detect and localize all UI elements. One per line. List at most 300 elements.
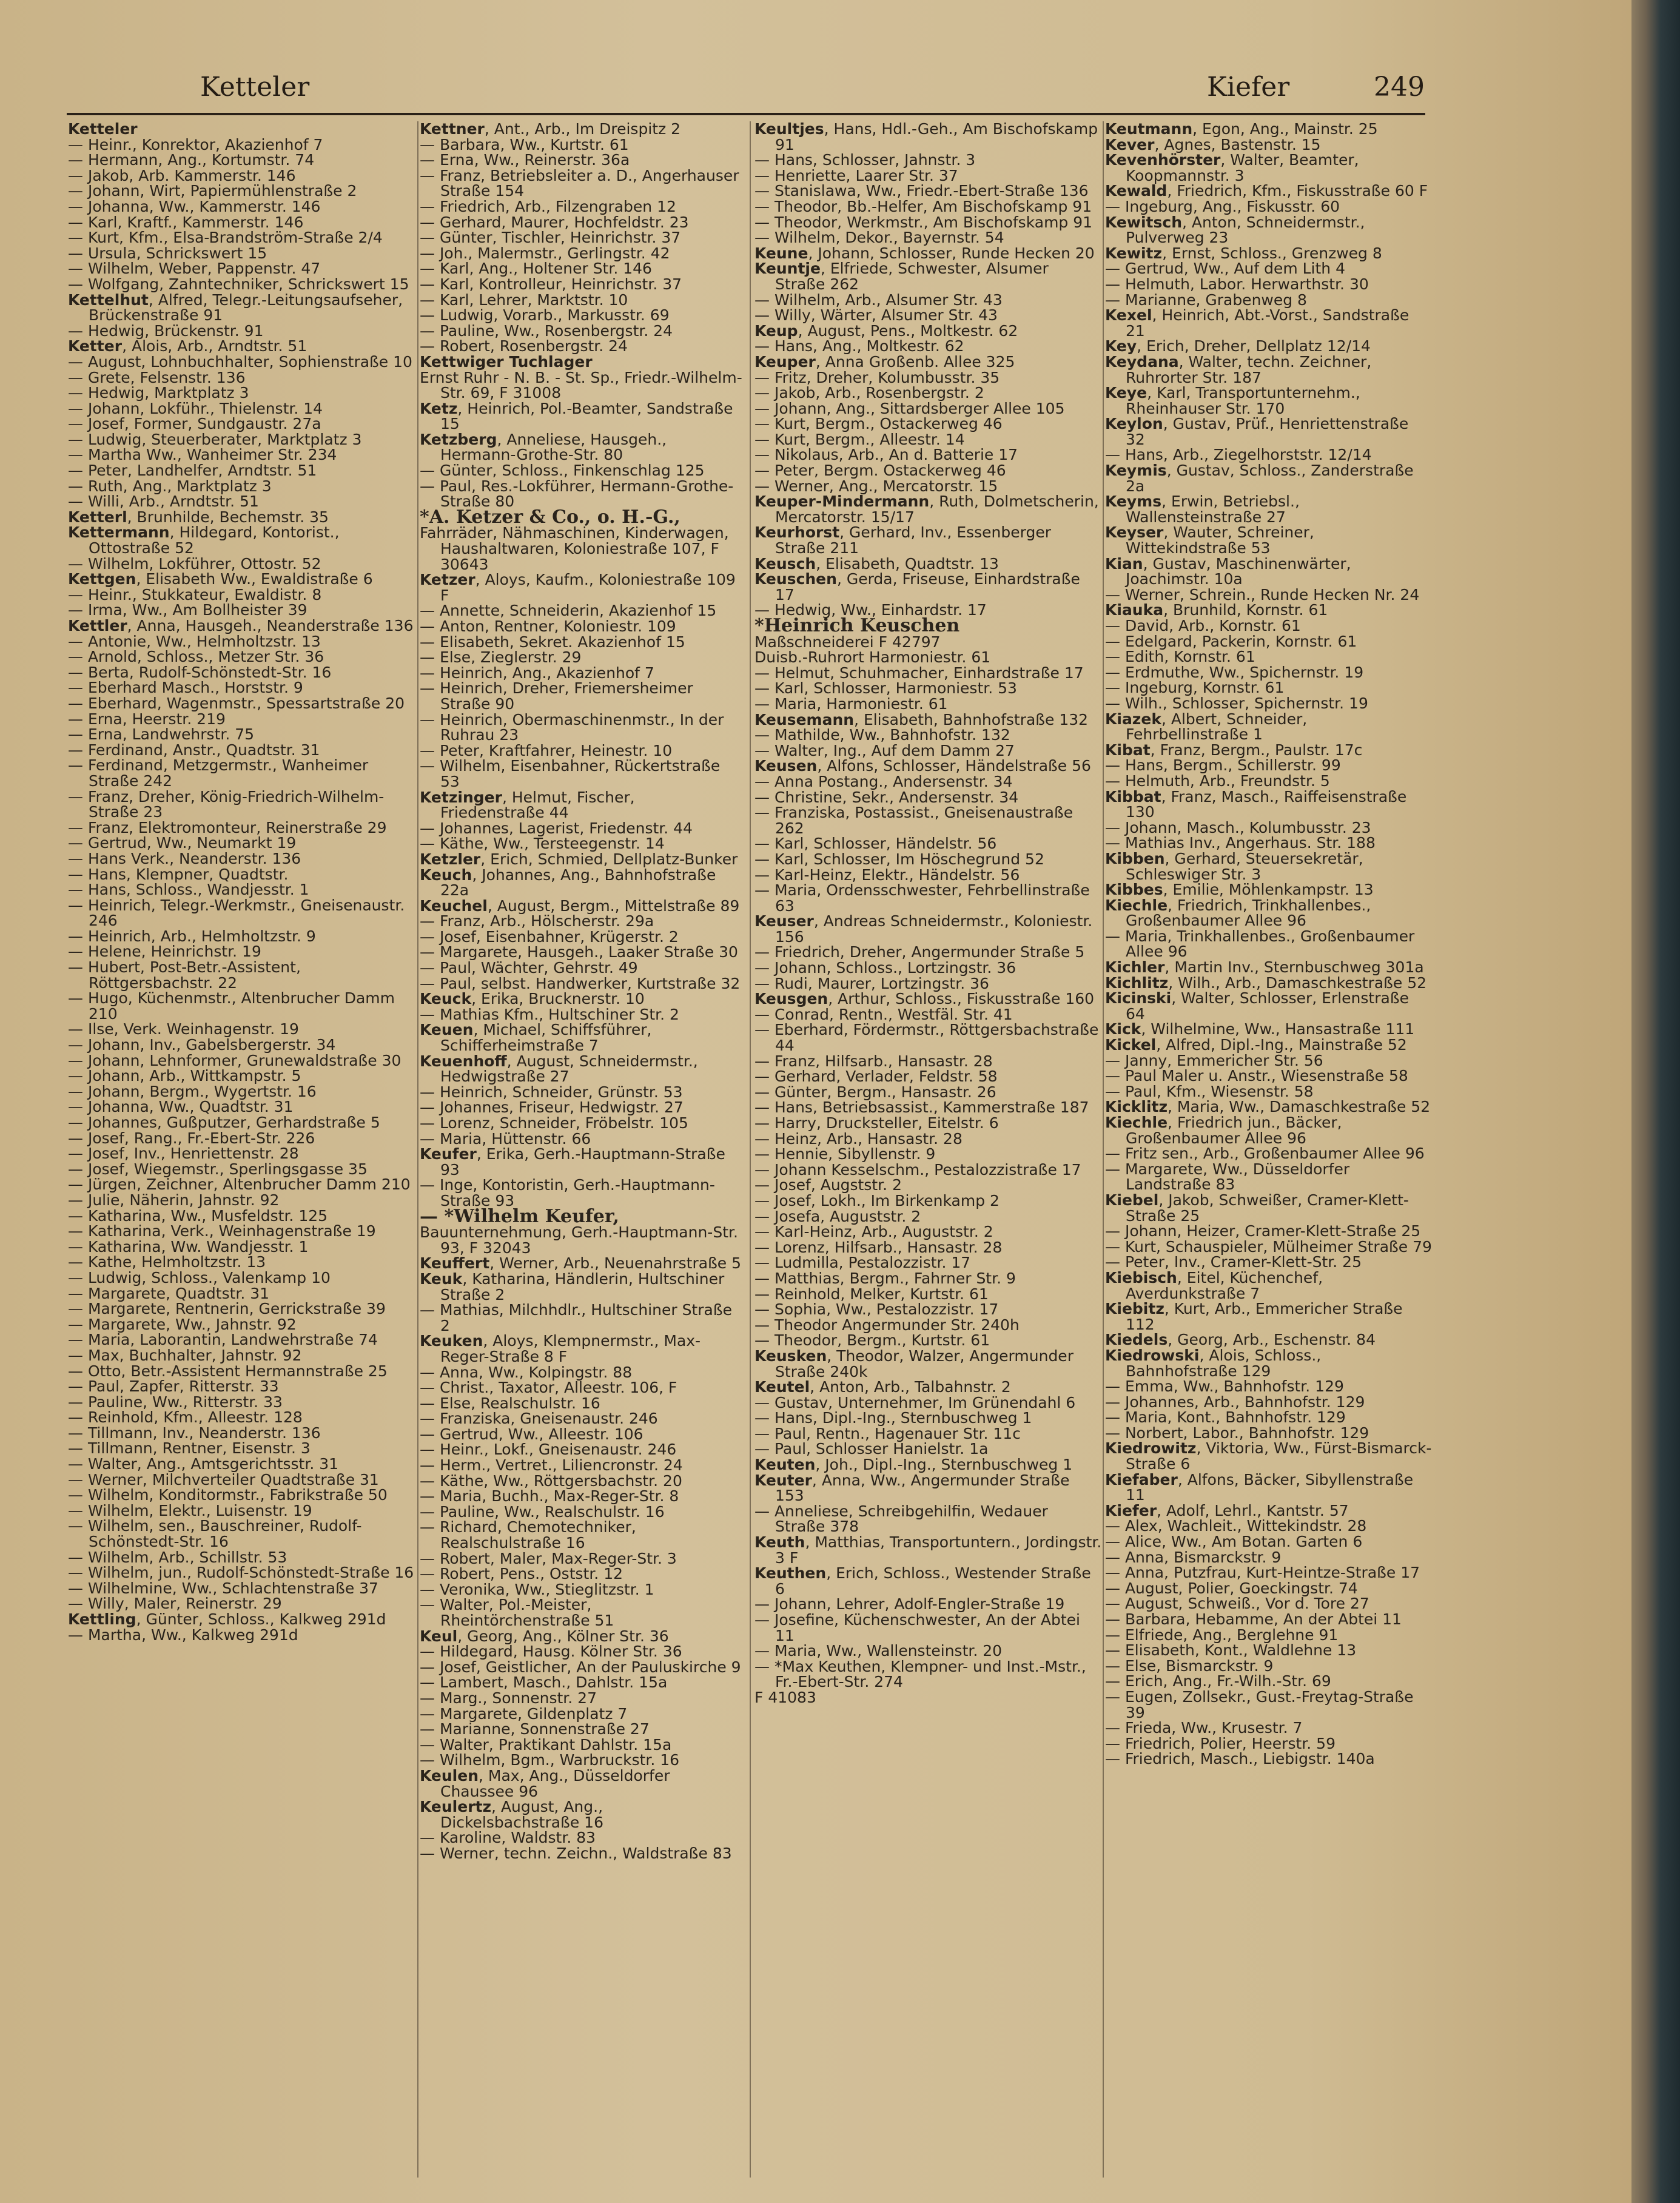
entry-details: , Elisabeth, Bahnhofstraße 132 <box>854 710 1089 728</box>
entry-details: — Franz, Elektromonteur, Reinerstraße 29 <box>68 818 387 836</box>
directory-entry <box>68 571 415 587</box>
directory-entry <box>420 712 742 743</box>
directory-entry <box>420 1752 742 1768</box>
directory-entry <box>68 587 415 603</box>
entry-details: — Richard, Chemotechniker, Realschulstraße 16 <box>420 1518 636 1552</box>
column-3 <box>754 121 1103 2184</box>
directory-entry <box>68 1332 415 1348</box>
book-spine-edge <box>1631 0 1680 2203</box>
directory-entry <box>420 1629 742 1644</box>
entry-details: — Fritz sen., Arb., Großenbaumer Allee 96 <box>1105 1145 1425 1163</box>
directory-entry <box>754 1395 1103 1411</box>
directory-entry <box>68 447 415 463</box>
entry-surname: Kibat <box>1105 741 1151 759</box>
entry-details: — Kathe, Helmholtzstr. 13 <box>68 1253 266 1271</box>
entry-details: — Elisabeth, Sekret. Akazienhof 15 <box>420 633 685 651</box>
entry-details: — Franz, Betriebsleiter a. D., Angerhauser Straße 154 <box>420 166 739 200</box>
directory-entry <box>68 246 415 261</box>
directory-entry <box>1105 1239 1433 1255</box>
directory-entry <box>754 1100 1103 1115</box>
entry-surname: Keylon <box>1105 415 1163 433</box>
entry-details: — Christ., Taxator, Alleestr. 106, F <box>420 1379 677 1397</box>
directory-entry <box>754 354 1103 370</box>
directory-entry <box>420 1177 742 1208</box>
entry-details: — Wilhelm, Konditormstr., Fabrikstraße 50 <box>68 1486 388 1504</box>
directory-entry <box>68 851 415 867</box>
entry-details: — Anna Postang., Andersenstr. 34 <box>754 772 1013 790</box>
entry-details: — Hans, Dipl.-Ing., Sternbuschweg 1 <box>754 1409 1032 1427</box>
directory-entry <box>420 960 742 976</box>
entry-surname: Kicinski <box>1105 989 1172 1007</box>
directory-entry <box>420 1473 742 1489</box>
directory-entry <box>754 1255 1103 1271</box>
directory-entry <box>754 1504 1103 1535</box>
directory-entry <box>754 1131 1103 1147</box>
directory-entry <box>68 1410 415 1425</box>
entry-details: , Ant., Arb., Im Dreispitz 2 <box>484 121 681 138</box>
directory-entry <box>420 401 742 432</box>
entry-details: — Paul Maler u. Anstr., Wiesenstraße 58 <box>1105 1067 1408 1085</box>
directory-entry <box>1105 742 1433 758</box>
entry-details: — Heinrich, Obermaschinenmstr., In der Ruhrau 23 <box>420 710 724 744</box>
entry-details: — Franz, Hilfsarb., Hansastr. 28 <box>754 1052 993 1070</box>
entry-details: — Karl, Schlosser, Harmoniestr. 53 <box>754 679 1017 698</box>
directory-entry <box>1105 525 1433 556</box>
entry-details: — Franziska, Postassist., Gneisenaustraße 262 <box>754 804 1074 837</box>
entry-details: — Eberhard, Fördermstr., Röttgersbachstraße 44 <box>754 1021 1099 1055</box>
directory-entry <box>420 976 742 992</box>
entry-details: — Hugo, Küchenmstr., Altenbrucher Damm 210 <box>68 989 395 1023</box>
entry-surname: Keye <box>1105 384 1147 402</box>
entry-details: , Franz, Masch., Raiffeisenstraße 130 <box>1126 787 1407 821</box>
directory-entry <box>1105 1673 1433 1689</box>
entry-details: — Margarete, Rentnerin, Gerrickstraße 39 <box>68 1300 386 1318</box>
entry-details: , Anna Großenb. Allee 325 <box>815 352 1015 371</box>
directory-entry <box>754 1193 1103 1209</box>
entry-surname: Ketz <box>420 399 458 417</box>
entry-details: , Jakob, Schweißer, Cramer-Klett-Straße 25 <box>1126 1191 1409 1225</box>
directory-entry <box>754 1690 1103 1706</box>
directory-entry <box>754 1612 1103 1643</box>
entry-details: — Ferdinand, Anstr., Quadtstr. 31 <box>68 741 320 759</box>
entry-details: — Hermann, Ang., Kortumstr. 74 <box>68 151 315 169</box>
directory-entry <box>68 1596 415 1612</box>
directory-entry <box>68 649 415 665</box>
entry-details: Bauunternehmung, Gerh.-Hauptmann-Str. 93, F 32043 <box>420 1223 738 1257</box>
directory-entry <box>754 1596 1103 1612</box>
entry-details: , Wilh., Arb., Damaschkestraße 52 <box>1168 974 1427 992</box>
entry-details: — Hennie, Sibyllenstr. 9 <box>754 1145 936 1163</box>
directory-entry <box>1105 1270 1433 1301</box>
entry-details: , Gustav, Prüf., Henriettenstraße 32 <box>1126 415 1409 448</box>
entry-details: — Stanislawa, Ww., Friedr.-Ebert-Straße 136 <box>754 182 1089 200</box>
directory-entry <box>754 261 1103 292</box>
entry-details: — Martha Ww., Wanheimer Str. 234 <box>68 446 337 464</box>
directory-entry <box>754 960 1103 976</box>
entry-details: — Margarete, Ww., Düsseldorfer Landstraße 83 <box>1105 1160 1350 1194</box>
entry-surname: Kever <box>1105 135 1155 153</box>
entry-details: — Robert, Rosenbergstr. 24 <box>420 337 628 355</box>
entry-details: , Agnes, Bastenstr. 15 <box>1154 135 1321 153</box>
directory-entry <box>68 618 415 634</box>
directory-entry <box>68 758 415 789</box>
entry-details: — Ursula, Schrickswert 15 <box>68 244 267 262</box>
entry-details: — Kurt, Schauspieler, Mülheimer Straße 79 <box>1105 1237 1432 1256</box>
entry-details: — Erna, Landwehrstr. 75 <box>68 725 255 744</box>
directory-entry <box>68 277 415 292</box>
directory-entry <box>68 1208 415 1224</box>
directory-entry <box>420 370 742 401</box>
entry-details: — Maria, Ordensschwester, Fehrbellinstraße 63 <box>754 881 1090 915</box>
directory-entry <box>68 401 415 417</box>
entry-details: , Elfriede, Schwester, Alsumer Straße 262 <box>775 260 1049 293</box>
entry-details: — Nikolaus, Arb., An d. Batterie 17 <box>754 446 1018 464</box>
directory-entry <box>420 619 742 634</box>
directory-entry <box>420 1380 742 1396</box>
directory-entry <box>420 1582 742 1598</box>
entry-details: — Tillmann, Inv., Neanderstr. 136 <box>68 1424 321 1442</box>
directory-entry <box>1105 199 1433 215</box>
directory-entry <box>1105 1518 1433 1534</box>
entry-details: — Johann, Bergm., Wygertstr. 16 <box>68 1082 317 1100</box>
entry-details: , Martin Inv., Sternbuschweg 301a <box>1164 958 1424 977</box>
entry-details: — Jakob, Arb. Kammerstr. 146 <box>68 166 296 184</box>
entry-details: Duisb.-Ruhrort Harmoniestr. 61 <box>754 648 991 667</box>
directory-entry <box>68 1162 415 1177</box>
entry-details: , Hans, Hdl.-Geh., Am Bischofskamp 91 <box>775 121 1098 153</box>
directory-entry <box>68 1364 415 1379</box>
directory-entry <box>754 743 1103 759</box>
entry-details: — Martha, Ww., Kalkweg 291d <box>68 1626 298 1644</box>
directory-entry <box>1105 215 1433 246</box>
directory-entry <box>1105 773 1433 789</box>
directory-entry <box>754 944 1103 960</box>
directory-entry <box>68 1317 415 1333</box>
directory-entry <box>68 665 415 681</box>
directory-entry <box>68 463 415 479</box>
directory-entry <box>754 246 1103 261</box>
directory-entry <box>754 152 1103 168</box>
entry-details: — Johann, Inv., Gabelsbergerstr. 34 <box>68 1036 336 1054</box>
entry-details: — Helmuth, Arb., Freundstr. 5 <box>1105 772 1330 790</box>
entry-details: , Erich, Schloss., Westender Straße 6 <box>775 1564 1091 1598</box>
entry-details: — Marianne, Sonnenstraße 27 <box>420 1720 650 1738</box>
directory-entry <box>68 432 415 448</box>
entry-details: — Karl, Lehrer, Marktstr. 10 <box>420 291 628 309</box>
directory-entry <box>754 758 1103 774</box>
entry-details: — Erna, Heerstr. 219 <box>68 710 226 728</box>
running-head-keyword: Kiefer <box>1207 72 1290 103</box>
directory-entry <box>68 602 415 618</box>
directory-entry <box>754 525 1103 556</box>
entry-details: — Erich, Ang., Fr.-Wilh.-Str. 69 <box>1105 1672 1331 1690</box>
entry-details: — Mathias Kfm., Hultschiner Str. 2 <box>420 1005 679 1023</box>
column-4 <box>1105 121 1433 2184</box>
directory-entry <box>420 836 742 852</box>
entry-details: — Hubert, Post-Betr.-Assistent, Röttgersbachstr. 22 <box>68 958 301 992</box>
directory-entry <box>68 1487 415 1503</box>
entry-details: — Werner, Milchverteiler Quadtstraße 31 <box>68 1470 379 1488</box>
directory-entry <box>1105 1550 1433 1566</box>
directory-entry <box>68 1565 415 1581</box>
entry-surname: Keuser <box>754 912 814 930</box>
directory-entry <box>754 1240 1103 1256</box>
directory-entry <box>754 323 1103 339</box>
directory-entry <box>68 1627 415 1643</box>
entry-surname: Keuthen <box>754 1564 827 1582</box>
directory-entry <box>1105 1736 1433 1752</box>
entry-surname: Keuten <box>754 1456 816 1474</box>
directory-entry <box>754 650 1103 665</box>
directory-entry <box>754 913 1103 944</box>
entry-details: Fahrräder, Nähmaschinen, Kinderwagen, Haushaltwaren, Koloniestraße 107, F 30643 <box>420 524 729 573</box>
entry-surname: Kick <box>1105 1020 1141 1038</box>
entry-details: — Theodor, Bergm., Kurtstr. 61 <box>754 1331 990 1350</box>
directory-entry <box>68 1550 415 1566</box>
directory-entry <box>68 1270 415 1286</box>
entry-details: — Wilh., Schlosser, Spichernstr. 19 <box>1105 694 1368 712</box>
directory-entry <box>1105 1099 1433 1115</box>
entry-details: — Mathias, Milchhdlr., Hultschiner Straße 2 <box>420 1301 733 1334</box>
directory-entry <box>420 1271 742 1302</box>
entry-details: — Werner, techn. Zeichn., Waldstraße 83 <box>420 1844 732 1862</box>
entry-surname: Kiedrowski <box>1105 1346 1200 1364</box>
entry-details: — Kurt, Bergm., Alleestr. 14 <box>754 430 965 448</box>
directory-entry <box>420 1488 742 1504</box>
directory-entry <box>1105 634 1433 650</box>
directory-entry <box>420 152 742 168</box>
directory-entry <box>68 696 415 711</box>
entry-details: — Maria, Kont., Bahnhofstr. 129 <box>1105 1408 1346 1427</box>
directory-entry <box>68 152 415 168</box>
directory-entry <box>68 354 415 370</box>
running-head-left: Ketteler <box>200 72 310 103</box>
directory-entry <box>68 1115 415 1131</box>
entry-details: — Karl, Schlosser, Händelstr. 56 <box>754 835 997 853</box>
entry-surname: Kiauka <box>1105 601 1164 619</box>
entry-details: — Hildegard, Hausg. Kölner Str. 36 <box>420 1643 682 1661</box>
directory-entry <box>68 510 415 525</box>
entry-details: — Edith, Kornstr. 61 <box>1105 648 1255 666</box>
entry-details: — Marg., Sonnenstr. 27 <box>420 1689 597 1707</box>
entry-details: — Hans, Schloss., Wandjesstr. 1 <box>68 881 309 899</box>
entry-details: — Günter, Tischler, Heinrichstr. 37 <box>420 229 681 247</box>
entry-details: — Hans, Arb., Ziegelhorststr. 12/14 <box>1105 446 1372 464</box>
entry-details: , Alfons, Bäcker, Sibyllenstraße 11 <box>1126 1470 1414 1504</box>
entry-details: , Brunhilde, Bechemstr. 35 <box>127 508 329 526</box>
entry-surname: Kettling <box>68 1610 136 1628</box>
directory-entry <box>420 308 742 323</box>
entry-details: — Walter, Ing., Auf dem Damm 27 <box>754 741 1015 759</box>
directory-entry <box>754 852 1103 867</box>
entry-details: — Fritz, Dreher, Kolumbusstr. 35 <box>754 368 1000 386</box>
entry-details: — Hans, Betriebsassist., Kammerstraße 187 <box>754 1098 1089 1117</box>
directory-entry <box>68 416 415 432</box>
entry-details: — Eugen, Zollsekr., Gust.-Freytag-Straße 39 <box>1105 1687 1414 1721</box>
directory-entry <box>420 1799 742 1830</box>
entry-details: — Johann, Lokführ., Thielenstr. 14 <box>68 399 323 417</box>
directory-entry <box>1105 975 1433 991</box>
entry-details: , Brunhild, Kornstr. 61 <box>1163 601 1328 619</box>
entry-details: — Josef, Lokh., Im Birkenkamp 2 <box>754 1191 1000 1209</box>
entry-details: — Ludmilla, Pestalozzistr. 17 <box>754 1254 971 1272</box>
entry-details: — Theodor, Werkmstr., Am Bischofskamp 91 <box>754 213 1093 231</box>
directory-entry <box>754 199 1103 215</box>
entry-details: , Theodor, Walzer, Angermunder Straße 240k <box>775 1347 1074 1381</box>
entry-details: — Wilhelm, jun., Rudolf-Schönstedt-Straße 16 <box>68 1564 414 1582</box>
directory-entry <box>420 867 742 898</box>
entry-details: — Johann, Arb., Wittkampstr. 5 <box>68 1067 301 1085</box>
entry-details: — Ferdinand, Metzgermstr., Wanheimer Straße 242 <box>68 756 369 790</box>
entry-details: , August, Bergm., Mittelstraße 89 <box>487 896 740 915</box>
entry-details: , Emilie, Möhlenkampstr. 13 <box>1163 881 1374 899</box>
directory-entry <box>754 1473 1103 1504</box>
entry-surname: Kiechle <box>1105 1114 1168 1131</box>
entry-surname: Kian <box>1105 554 1143 573</box>
directory-entry <box>420 1115 742 1131</box>
directory-entry <box>1105 1689 1433 1720</box>
entry-surname: Keuken <box>420 1332 483 1350</box>
entry-surname: Ketzer <box>420 571 475 589</box>
entry-details: — Veronika, Ww., Stieglitzstr. 1 <box>420 1580 654 1598</box>
entry-details: — Wilhelm, Lokführer, Ottostr. 52 <box>68 554 321 573</box>
entry-surname: Kibbes <box>1105 881 1163 899</box>
directory-entry <box>1105 1037 1433 1053</box>
directory-entry <box>754 432 1103 448</box>
entry-details: — Josef, Geistlicher, An der Pauluskirche 9 <box>420 1658 741 1676</box>
entry-details: — Gerhard, Maurer, Hochfeldstr. 23 <box>420 213 689 231</box>
directory-entry <box>68 1441 415 1456</box>
entry-details: — Gustav, Unternehmer, Im Grünendahl 6 <box>754 1393 1076 1411</box>
directory-entry <box>1105 882 1433 898</box>
entry-surname: Kewald <box>1105 182 1168 200</box>
directory-entry <box>420 634 742 650</box>
entry-surname: Kettwiger Tuchlager <box>420 352 593 371</box>
entry-details: — Christine, Sekr., Andersenstr. 34 <box>754 788 1019 806</box>
entry-surname: Keuenhoff <box>420 1052 507 1070</box>
entry-details: , August, Ang., Dickelsbachstraße 16 <box>440 1798 603 1831</box>
directory-entry <box>1105 851 1433 882</box>
directory-entry <box>1105 1254 1433 1270</box>
directory-entry <box>420 277 742 292</box>
directory-entry <box>1105 1643 1433 1658</box>
directory-entry <box>68 1021 415 1037</box>
entry-details: — Erdmuthe, Ww., Spichernstr. 19 <box>1105 663 1364 681</box>
directory-entry <box>1105 1612 1433 1627</box>
directory-entry <box>1105 789 1433 820</box>
entry-surname: Keurhorst <box>754 523 840 542</box>
entry-details: — August, Polier, Goeckingstr. 74 <box>1105 1579 1358 1597</box>
entry-surname: Keuk <box>420 1270 463 1288</box>
entry-details: , Andreas Schneidermstr., Koloniestr. 156 <box>775 912 1093 946</box>
directory-entry <box>68 1394 415 1410</box>
entry-details: — Barbara, Hebamme, An der Abtei 11 <box>1105 1610 1402 1628</box>
directory-entry <box>754 665 1103 681</box>
directory-entry <box>420 1205 742 1227</box>
directory-entry <box>754 1643 1103 1659</box>
entry-details: — Marianne, Grabenweg 8 <box>1105 291 1307 309</box>
entry-details: — Günter, Schloss., Finkenschlag 125 <box>420 462 705 480</box>
entry-details: , Viktoria, Ww., Fürst-Bismarck-Straße 6 <box>1126 1439 1432 1473</box>
entry-details: — Wilhelm, Weber, Pappenstr. 47 <box>68 260 321 278</box>
entry-details: — Herm., Vertret., Liliencronstr. 24 <box>420 1456 683 1475</box>
directory-entry <box>68 680 415 696</box>
entry-details: , Wauter, Schreiner, Wittekindstraße 53 <box>1126 523 1314 557</box>
directory-entry <box>68 1456 415 1472</box>
entry-details: — Maria, Harmoniestr. 61 <box>754 695 948 713</box>
entry-details: , Erich, Schmied, Dellplatz-Bunker <box>480 850 738 868</box>
entry-surname: Keuffert <box>420 1254 490 1273</box>
directory-entry <box>68 556 415 572</box>
directory-entry <box>1105 618 1433 634</box>
entry-details: — Otto, Betr.-Assistent Hermannstraße 25 <box>68 1362 388 1380</box>
entry-details: — Helene, Heinrichstr. 19 <box>68 943 261 961</box>
directory-entry <box>420 1365 742 1381</box>
entry-details: — Hedwig, Brückenstr. 91 <box>68 321 264 340</box>
entry-details: , August, Pens., Moltkestr. 62 <box>798 321 1018 340</box>
entry-details: — Kurt, Kfm., Elsa-Brandström-Straße 2/4 <box>68 229 383 247</box>
directory-entry <box>1105 1021 1433 1037</box>
entry-details: — Josef, Rang., Fr.-Ebert-Str. 226 <box>68 1129 315 1147</box>
directory-entry <box>68 292 415 323</box>
entry-details: — Pauline, Ww., Ritterstr. 33 <box>68 1393 283 1411</box>
directory-entry <box>68 525 415 556</box>
directory-entry <box>1105 602 1433 618</box>
directory-entry <box>420 991 742 1007</box>
column-divider <box>417 121 418 2178</box>
entry-details: — Friedrich, Polier, Heerstr. 59 <box>1105 1734 1336 1752</box>
entry-details: — Elisabeth, Kont., Waldlehne 13 <box>1105 1641 1357 1660</box>
entry-details: — Jakob, Arb., Rosenbergstr. 2 <box>754 384 984 402</box>
entry-details: , Erika, Gerh.-Hauptmann-Straße 93 <box>440 1145 725 1179</box>
entry-details: — Käthe, Ww., Röttgersbachstr. 20 <box>420 1471 682 1490</box>
directory-entry <box>1105 649 1433 665</box>
entry-details: — Reinhold, Melker, Kurtstr. 61 <box>754 1285 989 1303</box>
entry-details: — Karl-Heinz, Elektr., Händelstr. 56 <box>754 866 1020 884</box>
entry-details: — Helmut, Schuhmacher, Einhardstraße 17 <box>754 664 1084 682</box>
directory-entry <box>68 789 415 820</box>
entry-details: , Gustav, Maschinenwärter, Joachimstr. 10a <box>1126 554 1351 588</box>
entry-details: — Karl-Heinz, Arb., Auguststr. 2 <box>754 1223 993 1241</box>
entry-details: — Inge, Kontoristin, Gerh.-Hauptmann-Straße 93 <box>420 1176 715 1209</box>
directory-entry <box>754 308 1103 323</box>
directory-entry <box>754 1209 1103 1225</box>
directory-entry <box>420 665 742 681</box>
entry-details: — Maria, Buchh., Max-Reger-Str. 8 <box>420 1487 679 1505</box>
entry-details: — Peter, Inv., Cramer-Klett-Str. 25 <box>1105 1253 1362 1271</box>
directory-entry <box>68 960 415 991</box>
directory-entry <box>754 1317 1103 1333</box>
entry-details: — Rudi, Maurer, Lortzingstr. 36 <box>754 974 989 992</box>
entry-details: , Helmut, Fischer, Friedenstraße 44 <box>440 788 635 822</box>
directory-entry <box>420 246 742 261</box>
directory-entry <box>1105 820 1433 836</box>
entry-details: — Gertrud, Ww., Auf dem Lith 4 <box>1105 260 1345 278</box>
entry-details: — Pauline, Ww., Realschulstr. 16 <box>420 1502 665 1521</box>
entry-details: — Johann, Ang., Sittardsberger Allee 105 <box>754 399 1065 417</box>
directory-entry <box>754 774 1103 790</box>
directory-entry <box>420 354 742 370</box>
entry-details: — Johanna, Ww., Quadtstr. 31 <box>68 1098 294 1116</box>
directory-entry <box>68 711 415 727</box>
entry-details: — Josef, Wiegemstr., Sperlingsgasse 35 <box>68 1160 368 1178</box>
directory-entry <box>68 882 415 898</box>
entry-details: — Emma, Ww., Bahnhofstr. 129 <box>1105 1377 1344 1396</box>
directory-entry <box>420 137 742 153</box>
directory-entry <box>1105 1394 1433 1410</box>
directory-entry <box>68 1581 415 1596</box>
directory-entry <box>1105 292 1433 308</box>
